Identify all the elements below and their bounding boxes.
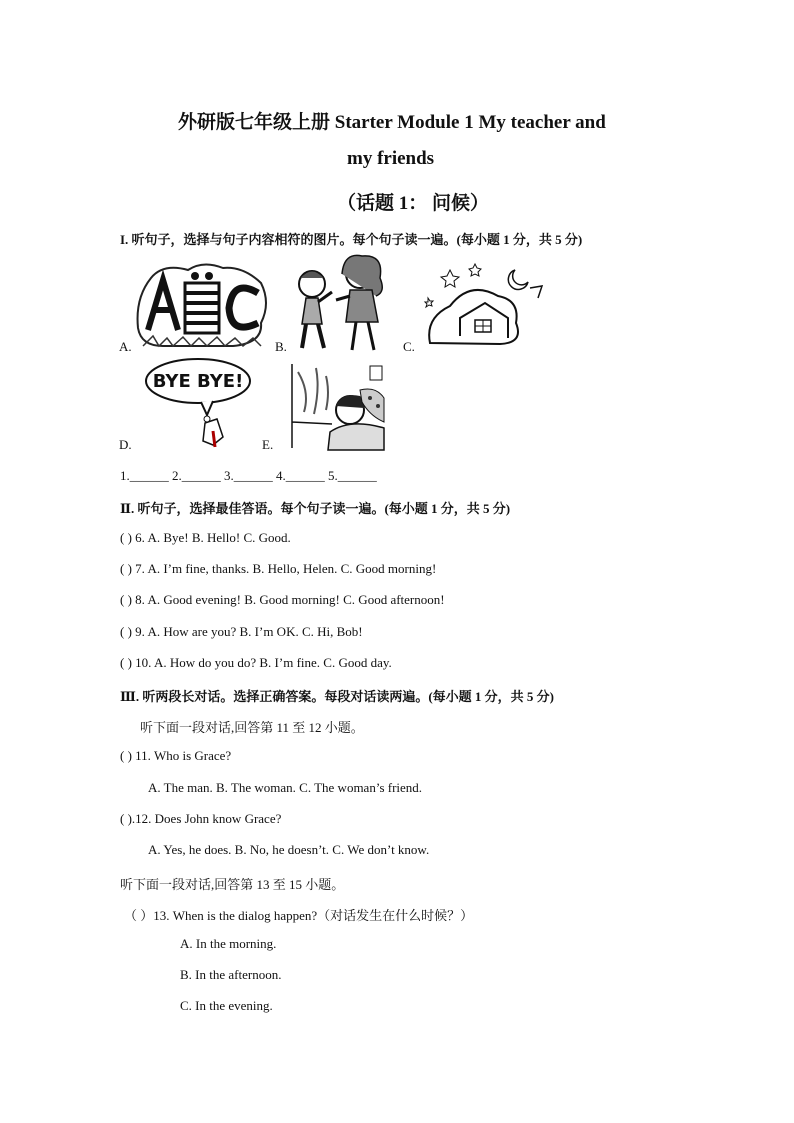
question-12: ( ).12. Does John know Grace? xyxy=(120,811,282,826)
dialog1-intro: 听下面一段对话,回答第 11 至 12 小题。 xyxy=(140,720,364,735)
picture-c-house-at-night xyxy=(420,258,544,352)
question-13-option-c: C. In the evening. xyxy=(180,998,273,1013)
question-12-options: A. Yes, he does. B. No, he doesn’t. C. We don’t know. xyxy=(148,842,430,857)
question-10: ( ) 10. A. How do you do? B. I’m fine. C. Good day. xyxy=(120,655,392,670)
picture-d-bye-bye-speech xyxy=(143,357,253,451)
question-11: ( ) 11. Who is Grace? xyxy=(120,748,232,763)
question-6: ( ) 6. A. Bye! B. Hello! C. Good. xyxy=(120,530,291,545)
picture-b-boy-and-teacher xyxy=(292,252,398,352)
page-title-line2: my friends xyxy=(347,148,435,169)
question-13-option-b: B. In the afternoon. xyxy=(180,967,282,982)
question-9: ( ) 9. A. How are you? B. I’m OK. C. Hi, Bob! xyxy=(120,624,363,639)
section1-answer-line: 1.______ 2.______ 3.______ 4.______ 5.______ xyxy=(120,468,377,483)
picture-c-label: C. xyxy=(403,339,415,354)
question-8: ( ) 8. A. Good evening! B. Good morning! C. Good afternoon! xyxy=(120,592,445,607)
picture-a-abc-letters xyxy=(133,258,271,352)
topic-title: （话题 1： 问候） xyxy=(337,193,490,214)
section2-heading: Ⅱ. 听句子，选择最佳答语。每个句子读一遍。(每小题 1 分，共 5 分) xyxy=(120,501,511,516)
question-13-option-a: A. In the morning. xyxy=(180,936,277,951)
page-title-line1: 外研版七年级上册 Starter Module 1 My teacher and xyxy=(178,112,606,133)
picture-e-boy-waking-up xyxy=(290,362,386,452)
bye-bye-bubble-text: BYE BYE! xyxy=(152,371,244,392)
question-7: ( ) 7. A. I’m fine, thanks. B. Hello, Helen. C. Good morning! xyxy=(120,561,437,576)
picture-b-label: B. xyxy=(275,339,287,354)
dialog2-intro: 听下面一段对话,回答第 13 至 15 小题。 xyxy=(120,877,345,892)
picture-d-label: D. xyxy=(119,437,132,452)
picture-e-label: E. xyxy=(262,437,274,452)
question-13: （ ）13. When is the dialog happen?（对话发生在什么时候？） xyxy=(124,908,474,923)
section1-heading: I. 听句子，选择与句子内容相符的图片。每个句子读一遍。(每小题 1 分，共 5 分) xyxy=(120,232,583,247)
picture-a-label: A. xyxy=(119,339,132,354)
section3-heading: Ⅲ. 听两段长对话。选择正确答案。每段对话读两遍。(每小题 1 分，共 5 分) xyxy=(120,689,554,704)
question-11-options: A. The man. B. The woman. C. The woman’s friend. xyxy=(148,780,423,795)
